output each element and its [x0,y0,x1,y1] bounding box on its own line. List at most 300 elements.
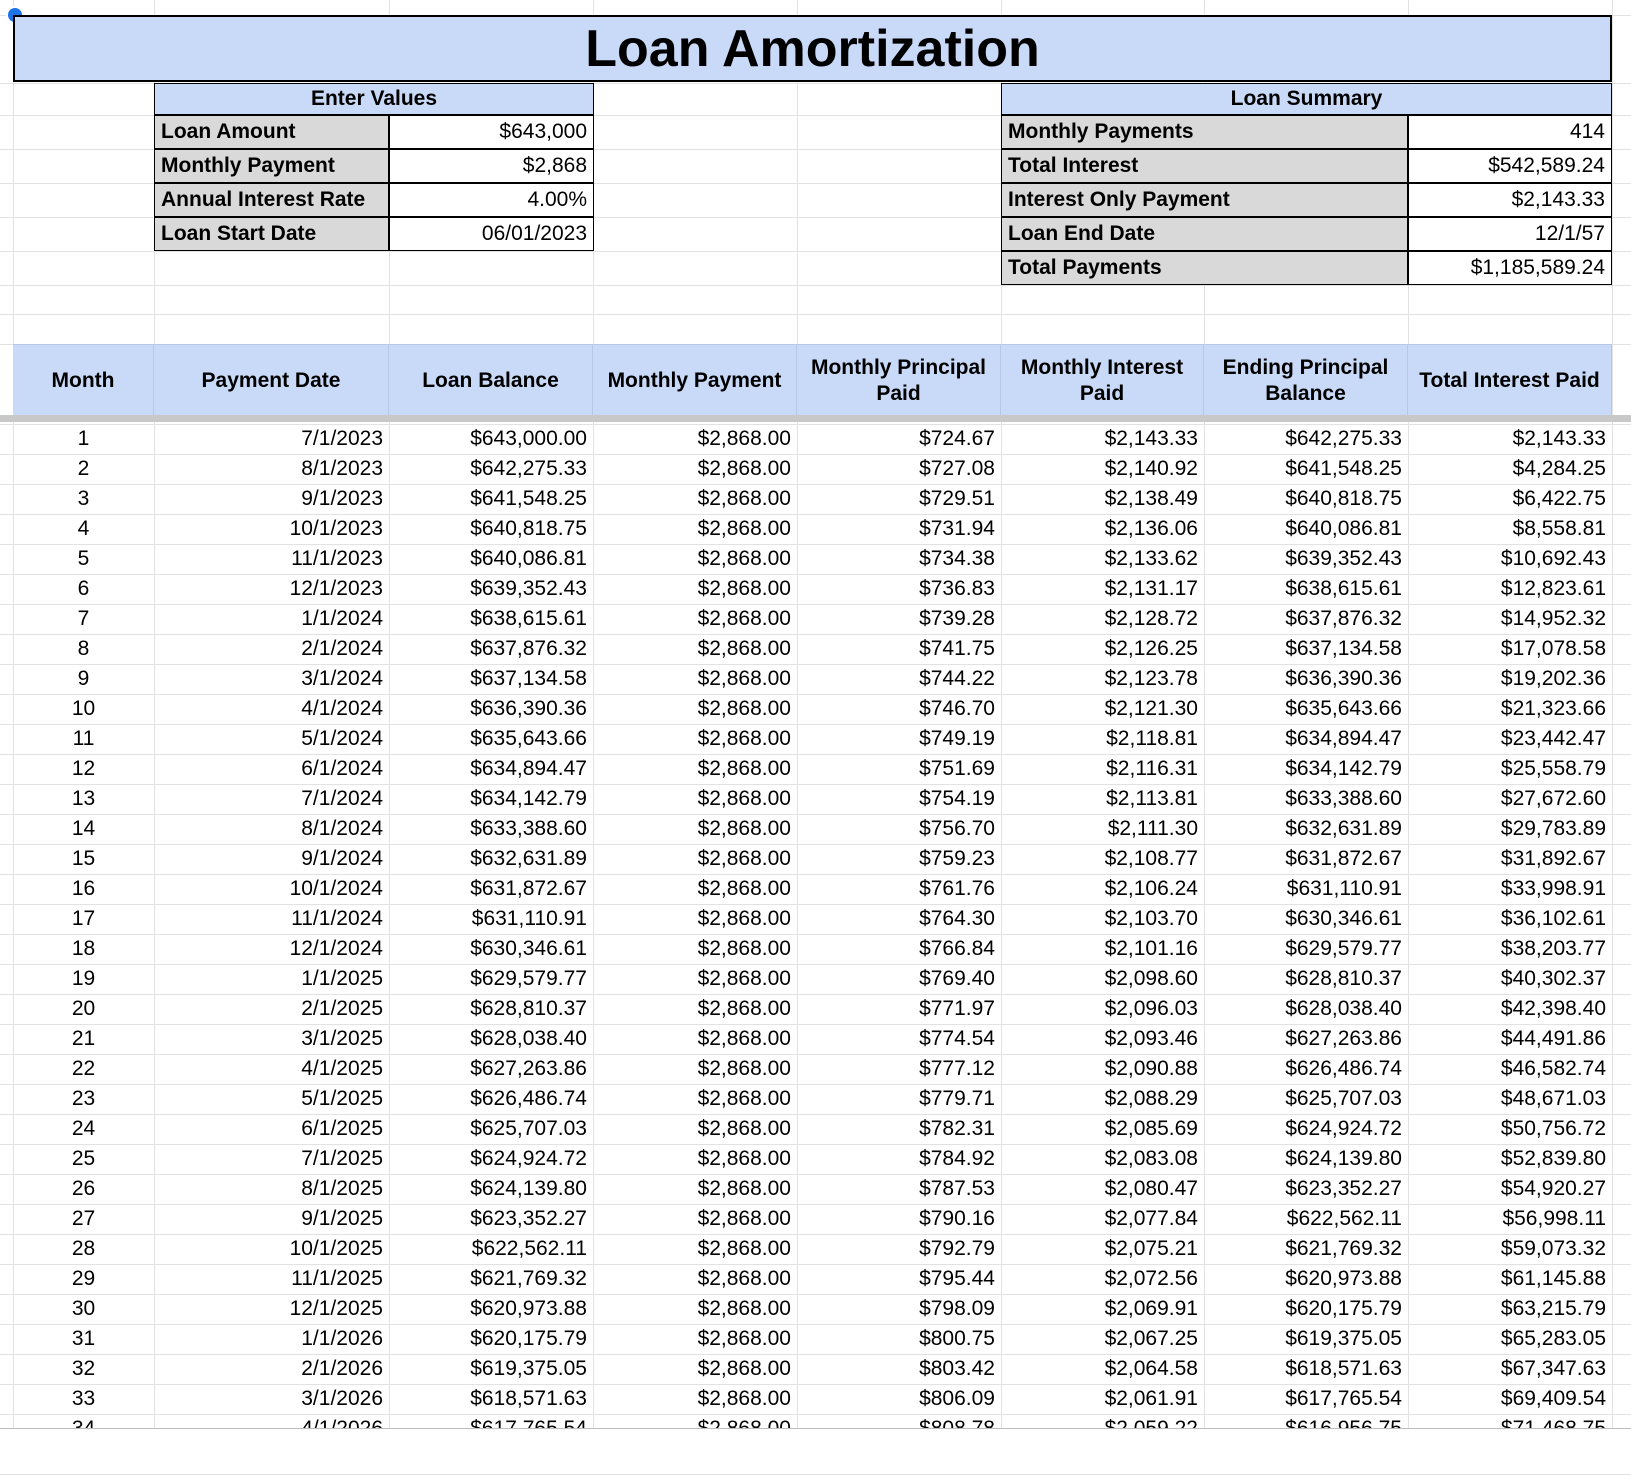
table-cell[interactable]: 4/1/2025 [301,1057,383,1080]
input-label[interactable]: Monthly Payment [154,149,389,183]
table-cell[interactable]: 31 [71,1327,96,1350]
table-cell[interactable]: 11/1/2023 [291,547,383,570]
table-cell[interactable]: $36,102.61 [1500,907,1606,930]
table-cell[interactable]: 11/1/2025 [291,1267,383,1290]
table-cell[interactable]: $782.31 [919,1117,995,1140]
table-cell[interactable]: 13 [71,787,96,810]
table-cell[interactable]: $2,868.00 [697,997,791,1020]
table-cell[interactable]: $67,347.63 [1500,1357,1606,1380]
table-cell[interactable]: $749.19 [919,727,995,750]
table-cell[interactable]: 11/1/2024 [291,907,383,930]
table-cell[interactable]: $736.83 [919,577,995,600]
table-cell[interactable]: $17,078.58 [1500,637,1606,660]
table-cell[interactable]: $2,136.06 [1104,517,1198,540]
table-cell[interactable]: 1/1/2024 [301,607,383,630]
summary-value-cell[interactable]: $2,143.33 [1408,183,1612,217]
table-cell[interactable]: 18 [71,937,96,960]
table-cell[interactable]: $761.76 [919,877,995,900]
table-cell[interactable]: $806.09 [919,1387,995,1410]
table-cell[interactable]: 1/1/2025 [301,967,383,990]
table-cell[interactable]: $628,038.40 [1285,997,1402,1020]
table-cell[interactable]: 2/1/2026 [301,1357,383,1380]
table-cell[interactable]: $4,284.25 [1512,457,1606,480]
column-header[interactable]: Monthly Principal Paid [797,345,1001,416]
table-cell[interactable]: 9/1/2023 [301,487,383,510]
table-cell[interactable]: $2,088.29 [1104,1087,1198,1110]
table-cell[interactable]: $2,868.00 [697,637,791,660]
table-cell[interactable]: $792.79 [919,1237,995,1260]
table-cell[interactable]: $2,064.58 [1104,1357,1198,1380]
summary-label[interactable]: Total Interest [1001,149,1408,183]
table-cell[interactable]: $638,615.61 [470,607,587,630]
input-label[interactable]: Loan Start Date [154,217,389,251]
table-cell[interactable]: $731.94 [919,517,995,540]
table-cell[interactable]: $2,868.00 [697,517,791,540]
table-cell[interactable]: 33 [71,1387,96,1410]
table-cell[interactable]: $2,868.00 [697,817,791,840]
table-row [13,1024,1612,1054]
table-cell[interactable]: $2,103.70 [1104,907,1198,930]
table-cell[interactable]: $2,868.00 [697,967,791,990]
table-cell[interactable]: $618,571.63 [470,1387,587,1410]
table-cell[interactable]: $798.09 [919,1297,995,1320]
table-cell[interactable]: $727.08 [919,457,995,480]
table-cell[interactable]: 27 [71,1207,96,1230]
table-cell[interactable]: 3/1/2026 [301,1387,383,1410]
table-cell[interactable]: 5/1/2025 [301,1087,383,1110]
table-cell[interactable]: $625,707.03 [1285,1087,1402,1110]
table-cell[interactable]: $766.84 [919,937,995,960]
table-cell[interactable]: $633,388.60 [470,817,587,840]
table-cell[interactable]: $29,783.89 [1500,817,1606,840]
table-cell[interactable]: $2,868.00 [697,607,791,630]
table-cell[interactable]: 32 [71,1357,96,1380]
table-cell[interactable]: $631,872.67 [470,877,587,900]
table-cell[interactable]: $2,080.47 [1104,1177,1198,1200]
table-cell[interactable]: $23,442.47 [1500,727,1606,750]
table-cell[interactable]: 7 [77,607,90,630]
table-cell[interactable]: $2,090.88 [1104,1057,1198,1080]
table-cell[interactable]: $620,175.79 [470,1327,587,1350]
table-cell[interactable]: $787.53 [919,1177,995,1200]
table-cell[interactable]: 26 [71,1177,96,1200]
table-cell[interactable]: $2,085.69 [1104,1117,1198,1140]
table-cell[interactable]: $2,061.91 [1104,1387,1198,1410]
table-cell[interactable]: $631,110.91 [471,907,587,930]
table-cell[interactable]: 21 [71,1027,96,1050]
table-cell[interactable]: $2,069.91 [1104,1297,1198,1320]
table-cell[interactable]: $637,134.58 [470,667,587,690]
table-cell[interactable]: $619,375.05 [1285,1327,1402,1350]
table-cell[interactable]: $2,868.00 [697,1177,791,1200]
table-cell[interactable]: $14,952.32 [1500,607,1606,630]
table-cell[interactable]: $2,868.00 [697,1057,791,1080]
table-cell[interactable]: 5 [77,547,90,570]
table-cell[interactable]: $640,086.81 [470,547,587,570]
table-row [13,514,1612,544]
table-cell[interactable]: $2,101.16 [1104,937,1198,960]
table-cell[interactable]: $54,920.27 [1500,1177,1606,1200]
table-cell[interactable]: $754.19 [919,787,995,810]
table-cell[interactable]: $63,215.79 [1500,1297,1606,1320]
table-cell[interactable]: $641,548.25 [1285,457,1402,480]
table-cell[interactable]: 2 [77,457,90,480]
table-cell[interactable]: $795.44 [919,1267,995,1290]
table-cell[interactable]: $69,409.54 [1500,1387,1606,1410]
table-cell[interactable]: $631,110.91 [1286,877,1402,900]
table-cell[interactable]: $631,872.67 [1285,847,1402,870]
summary-label[interactable]: Monthly Payments [1001,115,1408,149]
table-cell[interactable]: 6/1/2025 [301,1117,383,1140]
summary-value-cell[interactable]: 414 [1408,115,1612,149]
table-cell[interactable]: $621,769.32 [470,1267,587,1290]
table-cell[interactable]: 12 [71,757,96,780]
table-cell[interactable]: $6,422.75 [1512,487,1606,510]
table-cell[interactable]: $42,398.40 [1500,997,1606,1020]
table-cell[interactable]: $640,086.81 [1285,517,1402,540]
table-cell[interactable]: 22 [71,1057,96,1080]
table-cell[interactable]: $641,548.25 [470,487,587,510]
table-cell[interactable]: $618,571.63 [1285,1357,1402,1380]
table-cell[interactable]: $2,868.00 [697,1357,791,1380]
table-cell[interactable]: $2,868.00 [697,487,791,510]
table-cell[interactable]: $2,868.00 [697,1387,791,1410]
table-cell[interactable]: $724.67 [919,427,995,450]
table-cell[interactable]: 8/1/2023 [301,457,383,480]
table-cell[interactable]: $629,579.77 [1285,937,1402,960]
table-cell[interactable]: $2,868.00 [697,577,791,600]
table-cell[interactable]: 8/1/2024 [301,817,383,840]
table-cell[interactable]: $620,973.88 [470,1297,587,1320]
table-cell[interactable]: 4/1/2024 [301,697,383,720]
table-cell[interactable]: $623,352.27 [1285,1177,1402,1200]
table-cell[interactable]: $626,486.74 [1285,1057,1402,1080]
table-cell[interactable]: 24 [71,1117,96,1140]
table-cell[interactable]: $639,352.43 [1285,547,1402,570]
table-cell[interactable]: $624,924.72 [1285,1117,1402,1140]
table-cell[interactable]: 9 [77,667,90,690]
table-cell[interactable]: 12/1/2025 [289,1297,383,1320]
input-value-cell[interactable]: $643,000 [389,115,594,149]
table-row [13,574,1612,604]
table-cell[interactable]: 3 [77,487,90,510]
table-cell[interactable]: $790.16 [919,1207,995,1230]
table-cell[interactable]: 9/1/2025 [301,1207,383,1230]
table-cell[interactable]: $774.54 [919,1027,995,1050]
table-cell[interactable]: 19 [71,967,96,990]
table-cell[interactable]: $639,352.43 [470,577,587,600]
table-cell[interactable]: 25 [71,1147,96,1170]
table-cell[interactable]: 3/1/2025 [301,1027,383,1050]
table-cell[interactable]: 17 [71,907,96,930]
table-cell[interactable]: $52,839.80 [1500,1147,1606,1170]
table-cell[interactable]: $21,323.66 [1500,697,1606,720]
table-cell[interactable]: $643,000.00 [470,427,587,450]
summary-value-cell[interactable]: 12/1/57 [1408,217,1612,251]
table-cell[interactable]: 4 [77,517,90,540]
table-cell[interactable]: $12,823.61 [1500,577,1606,600]
table-cell[interactable]: $756.70 [919,817,995,840]
input-value-cell[interactable]: $2,868 [389,149,594,183]
table-cell[interactable]: $25,558.79 [1500,757,1606,780]
table-cell[interactable]: 15 [71,847,96,870]
table-cell[interactable]: $50,756.72 [1500,1117,1606,1140]
table-cell[interactable]: 6 [77,577,90,600]
table-cell[interactable]: $632,631.89 [470,847,587,870]
table-cell[interactable]: 7/1/2024 [301,787,383,810]
table-cell[interactable]: $2,116.31 [1106,757,1198,780]
table-cell[interactable]: $2,868.00 [697,847,791,870]
table-cell[interactable]: $2,072.56 [1104,1267,1198,1290]
table-cell[interactable]: $734.38 [919,547,995,570]
table-cell[interactable]: 12/1/2023 [289,577,383,600]
table-cell[interactable]: $2,108.77 [1104,847,1198,870]
table-cell[interactable]: $2,128.72 [1104,607,1198,630]
table-cell[interactable]: $31,892.67 [1500,847,1606,870]
table-cell[interactable]: $622,562.11 [1286,1207,1402,1230]
table-cell[interactable]: $48,671.03 [1500,1087,1606,1110]
table-cell[interactable]: $625,707.03 [470,1117,587,1140]
table-cell[interactable]: $636,390.36 [470,697,587,720]
table-cell[interactable]: 10/1/2024 [289,877,383,900]
table-cell[interactable]: 8 [77,637,90,660]
table-cell[interactable]: $803.42 [919,1357,995,1380]
table-cell[interactable]: $65,283.05 [1500,1327,1606,1350]
table-cell[interactable]: $771.97 [919,997,995,1020]
table-cell[interactable]: $623,352.27 [470,1207,587,1230]
table-row [13,1144,1612,1174]
table-cell[interactable]: $628,038.40 [470,1027,587,1050]
table-cell[interactable]: $56,998.11 [1502,1207,1606,1230]
table-cell[interactable]: $2,868.00 [697,1117,791,1140]
table-cell[interactable]: $2,868.00 [697,1027,791,1050]
table-cell[interactable]: $640,818.75 [1285,487,1402,510]
table-cell[interactable]: 10/1/2025 [289,1237,383,1260]
summary-label[interactable]: Interest Only Payment [1001,183,1408,217]
table-cell[interactable]: 20 [71,997,96,1020]
table-cell[interactable]: $2,098.60 [1104,967,1198,990]
table-cell[interactable]: $779.71 [919,1087,995,1110]
table-cell[interactable]: $8,558.81 [1512,517,1606,540]
table-cell[interactable]: $751.69 [919,757,995,780]
input-value-cell[interactable]: 4.00% [389,183,594,217]
table-cell[interactable]: $620,973.88 [1285,1267,1402,1290]
table-cell[interactable]: $2,138.49 [1104,487,1198,510]
table-cell[interactable]: 1 [77,427,90,450]
table-cell[interactable]: $38,203.77 [1500,937,1606,960]
table-cell[interactable]: $635,643.66 [1285,697,1402,720]
table-cell[interactable]: $627,263.86 [470,1057,587,1080]
table-cell[interactable]: $800.75 [919,1327,995,1350]
table-cell[interactable]: $626,486.74 [470,1087,587,1110]
table-cell[interactable]: $741.75 [919,637,995,660]
table-cell[interactable]: $2,868.00 [697,787,791,810]
table-cell[interactable]: $2,143.33 [1512,427,1606,450]
table-cell[interactable]: $2,121.30 [1104,697,1198,720]
table-cell[interactable]: $777.12 [919,1057,995,1080]
table-cell[interactable]: $622,562.11 [471,1237,587,1260]
table-cell[interactable]: 28 [71,1237,96,1260]
summary-value-cell[interactable]: $542,589.24 [1408,149,1612,183]
table-cell[interactable]: $744.22 [919,667,995,690]
table-cell[interactable]: $2,868.00 [697,907,791,930]
table-cell[interactable]: $630,346.61 [1285,907,1402,930]
page-title[interactable]: Loan Amortization [13,15,1612,82]
table-cell[interactable]: 12/1/2024 [289,937,383,960]
table-cell[interactable]: $620,175.79 [1285,1297,1402,1320]
table-cell[interactable]: $635,643.66 [470,727,587,750]
table-cell[interactable]: $624,924.72 [470,1147,587,1170]
table-cell[interactable]: $624,139.80 [1285,1147,1402,1170]
table-cell[interactable]: $617,765.54 [1285,1387,1402,1410]
table-cell[interactable]: $2,868.00 [697,1087,791,1110]
table-cell[interactable]: $619,375.05 [470,1357,587,1380]
table-cell[interactable]: $27,672.60 [1500,787,1606,810]
table-cell[interactable]: $2,093.46 [1104,1027,1198,1050]
table-cell[interactable]: $2,868.00 [697,757,791,780]
table-cell[interactable]: $630,346.61 [470,937,587,960]
table-cell[interactable]: $2,123.78 [1104,667,1198,690]
table-cell[interactable]: 6/1/2024 [301,757,383,780]
table-cell[interactable]: $764.30 [919,907,995,930]
table-cell[interactable]: $784.92 [919,1147,995,1170]
table-cell[interactable]: 3/1/2024 [301,667,383,690]
table-cell[interactable]: 8/1/2025 [301,1177,383,1200]
table-cell[interactable]: $642,275.33 [470,457,587,480]
summary-label[interactable]: Loan End Date [1001,217,1408,251]
table-cell[interactable]: $637,876.32 [470,637,587,660]
table-cell[interactable]: $2,133.62 [1104,547,1198,570]
table-cell[interactable]: $624,139.80 [470,1177,587,1200]
input-label[interactable]: Annual Interest Rate [154,183,389,217]
table-cell[interactable]: $61,145.88 [1500,1267,1606,1290]
table-cell[interactable]: $634,142.79 [1285,757,1402,780]
table-cell[interactable]: $2,143.33 [1104,427,1198,450]
table-cell[interactable]: 23 [71,1087,96,1110]
input-value-cell[interactable]: 06/01/2023 [389,217,594,251]
table-cell[interactable]: $2,868.00 [697,457,791,480]
table-cell[interactable]: 7/1/2025 [301,1147,383,1170]
table-cell[interactable]: $729.51 [919,487,995,510]
table-cell[interactable]: $2,075.21 [1104,1237,1198,1260]
table-cell[interactable]: $2,868.00 [697,547,791,570]
table-cell[interactable]: 2/1/2024 [301,637,383,660]
table-row [13,1174,1612,1204]
table-cell[interactable]: $2,111.30 [1107,817,1198,840]
table-cell[interactable]: $2,868.00 [697,727,791,750]
table-cell[interactable]: 14 [71,817,96,840]
table-cell[interactable]: $2,067.25 [1104,1327,1198,1350]
column-header[interactable]: Total Interest Paid [1408,345,1612,416]
table-cell[interactable]: $739.28 [919,607,995,630]
table-cell[interactable]: $628,810.37 [470,997,587,1020]
table-cell[interactable]: 11 [72,727,95,750]
table-cell[interactable]: $634,894.47 [1285,727,1402,750]
table-cell[interactable]: 5/1/2024 [301,727,383,750]
table-cell[interactable]: $628,810.37 [1285,967,1402,990]
table-cell[interactable]: $2,140.92 [1104,457,1198,480]
column-header[interactable]: Payment Date [154,345,389,416]
table-cell[interactable]: $627,263.86 [1285,1027,1402,1050]
summary-label[interactable]: Total Payments [1001,251,1408,285]
table-cell[interactable]: 29 [71,1267,96,1290]
table-cell[interactable]: $2,868.00 [697,697,791,720]
table-cell[interactable]: $2,868.00 [697,877,791,900]
table-cell[interactable]: $2,868.00 [697,1237,791,1260]
table-cell[interactable]: $634,894.47 [470,757,587,780]
table-cell[interactable]: $2,868.00 [697,1297,791,1320]
table-cell[interactable]: $636,390.36 [1285,667,1402,690]
table-cell[interactable]: $746.70 [919,697,995,720]
table-cell[interactable]: $2,083.08 [1104,1147,1198,1170]
table-cell[interactable]: $2,113.81 [1106,787,1198,810]
column-header[interactable]: Loan Balance [389,345,593,416]
enter-values-header[interactable]: Enter Values [154,83,594,115]
column-header[interactable]: Month [13,345,154,416]
table-cell[interactable]: 16 [71,877,96,900]
table-cell[interactable]: 10/1/2023 [289,517,383,540]
table-cell[interactable]: $2,868.00 [697,667,791,690]
table-cell[interactable]: $2,118.81 [1106,727,1198,750]
table-cell[interactable]: $2,106.24 [1104,877,1198,900]
table-cell[interactable]: 7/1/2023 [301,427,383,450]
summary-value-cell[interactable]: $1,185,589.24 [1408,251,1612,285]
table-cell[interactable]: $2,096.03 [1104,997,1198,1020]
column-header[interactable]: Ending Principal Balance [1204,345,1408,416]
table-cell[interactable]: $2,126.25 [1104,637,1198,660]
loan-summary-header[interactable]: Loan Summary [1001,83,1612,115]
table-cell[interactable]: $40,302.37 [1500,967,1606,990]
table-cell[interactable]: $2,131.17 [1104,577,1198,600]
table-cell[interactable]: $621,769.32 [1285,1237,1402,1260]
table-cell[interactable]: $638,615.61 [1285,577,1402,600]
table-cell[interactable]: $2,868.00 [697,1327,791,1350]
table-cell[interactable]: 30 [71,1297,96,1320]
table-cell[interactable]: $2,868.00 [697,1207,791,1230]
table-cell[interactable]: $2,868.00 [697,1147,791,1170]
table-cell[interactable]: $2,868.00 [697,937,791,960]
table-cell[interactable]: $640,818.75 [470,517,587,540]
table-cell[interactable]: $637,876.32 [1285,607,1402,630]
table-cell[interactable]: $46,582.74 [1500,1057,1606,1080]
table-cell[interactable]: $632,631.89 [1285,817,1402,840]
table-cell[interactable]: $10,692.43 [1500,547,1606,570]
freeze-divider[interactable] [0,415,1631,422]
table-cell[interactable]: 9/1/2024 [301,847,383,870]
table-row [13,1084,1612,1114]
column-header[interactable]: Monthly Interest Paid [1001,345,1204,416]
table-cell[interactable]: 10 [71,697,96,720]
table-cell[interactable]: $2,077.84 [1104,1207,1198,1230]
table-cell[interactable]: $2,868.00 [697,1267,791,1290]
table-cell[interactable]: $633,388.60 [1285,787,1402,810]
table-cell[interactable]: $629,579.77 [470,967,587,990]
table-cell[interactable]: $769.40 [919,967,995,990]
table-cell[interactable]: $2,868.00 [697,427,791,450]
table-cell[interactable]: $642,275.33 [1285,427,1402,450]
table-cell[interactable]: 2/1/2025 [301,997,383,1020]
input-label[interactable]: Loan Amount [154,115,389,149]
table-cell[interactable]: $637,134.58 [1285,637,1402,660]
column-header[interactable]: Monthly Payment [593,345,797,416]
table-cell[interactable]: $634,142.79 [470,787,587,810]
table-cell[interactable]: $19,202.36 [1500,667,1606,690]
table-cell[interactable]: $759.23 [919,847,995,870]
table-cell[interactable]: 1/1/2026 [301,1327,383,1350]
table-cell[interactable]: $44,491.86 [1500,1027,1606,1050]
table-cell[interactable]: $59,073.32 [1500,1237,1606,1260]
table-cell[interactable]: $33,998.91 [1500,877,1606,900]
